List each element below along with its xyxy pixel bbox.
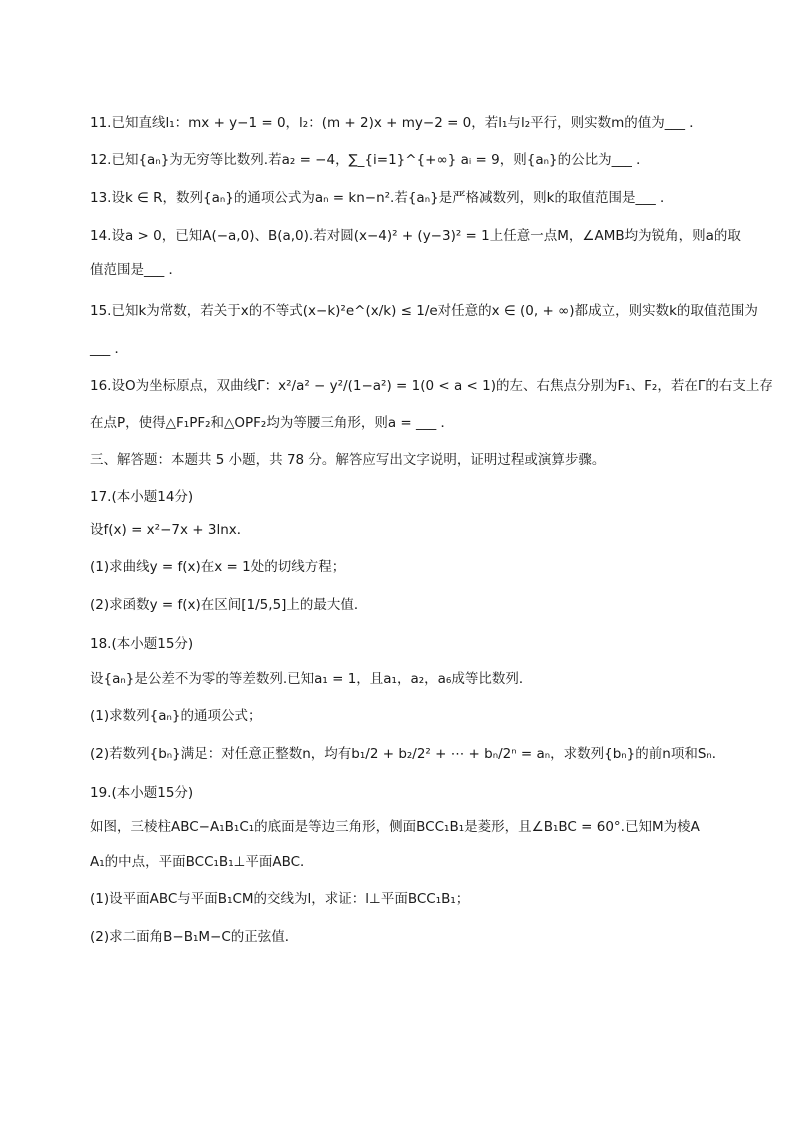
question-12: 12.已知{aₙ}为无穷等比数列.若a₂ = −4，∑_{i=1}^{+∞} aᵢ = 9，则{aₙ}的公比为___ ． [90, 152, 650, 168]
question-18-part-2: (2)若数列{bₙ}满足：对任意正整数n，均有b₁/2 + b₂/2² + ⋯ + bₙ/2ⁿ = aₙ，求数列{bₙ}的前n项和Sₙ． [90, 746, 726, 762]
question-17-part-2: (2)求函数y = f(x)在区间[1/5,5]上的最大值． [90, 597, 368, 613]
question-18-part-1: (1)求数列{aₙ}的通项公式； [90, 708, 262, 724]
question-14-line-1: 14.设a > 0，已知A(−a,0)、B(a,0).若对圆(x−4)² + (y−3)² = 1上任意一点M，∠AMB均为锐角，则a的取 [90, 228, 741, 244]
question-19-header: 19.(本小题15分) [90, 785, 194, 801]
question-16-line-2: 在点P，使得△F₁PF₂和△OPF₂均为等腰三角形，则a = ___ ． [90, 415, 455, 431]
question-17-stem: 设f(x) = x²−7x + 3lnx． [90, 522, 251, 538]
question-18-stem: 设{aₙ}是公差不为零的等差数列.已知a₁ = 1，且a₁，a₂，a₆成等比数列． [90, 671, 533, 687]
section-3-heading: 三、解答题：本题共 5 小题，共 78 分。解答应写出文字说明，证明过程或演算步骤。 [90, 452, 606, 468]
question-18-header: 18.(本小题15分) [90, 636, 194, 652]
question-11: 11.已知直线l₁：mx + y−1 = 0，l₂：(m + 2)x + my−2 = 0，若l₁与l₂平行，则实数m的值为___ ． [90, 115, 703, 131]
question-15-line-1: 15.已知k为常数，若关于x的不等式(x−k)²e^(x/k) ≤ 1/e对任意的x ∈ (0, + ∞)都成立，则实数k的取值范围为 [90, 303, 758, 319]
question-19-stem-line-2: A₁的中点，平面BCC₁B₁⊥平面ABC． [90, 854, 314, 870]
question-19-stem-line-1: 如图，三棱柱ABC−A₁B₁C₁的底面是等边三角形，侧面BCC₁B₁是菱形，且∠B₁BC = 60°.已知M为棱A [90, 819, 700, 835]
question-17-header: 17.(本小题14分) [90, 489, 194, 505]
question-19-part-1: (1)设平面ABC与平面B₁CM的交线为l，求证：l⊥平面BCC₁B₁； [90, 891, 470, 907]
question-15-line-2: ___ ． [90, 341, 129, 357]
question-13: 13.设k ∈ R，数列{aₙ}的通项公式为aₙ = kn−n².若{aₙ}是严格减数列，则k的取值范围是___ ． [90, 190, 674, 206]
question-16-line-1: 16.设O为坐标原点，双曲线Γ：x²/a² − y²/(1−a²) = 1(0 < a < 1)的左、右焦点分别为F₁、F₂，若在Γ的右支上存 [90, 378, 773, 394]
question-19-part-2: (2)求二面角B−B₁M−C的正弦值． [90, 929, 299, 945]
question-14-line-2: 值范围是___ ． [90, 262, 183, 278]
question-17-part-1: (1)求曲线y = f(x)在x = 1处的切线方程； [90, 559, 346, 575]
